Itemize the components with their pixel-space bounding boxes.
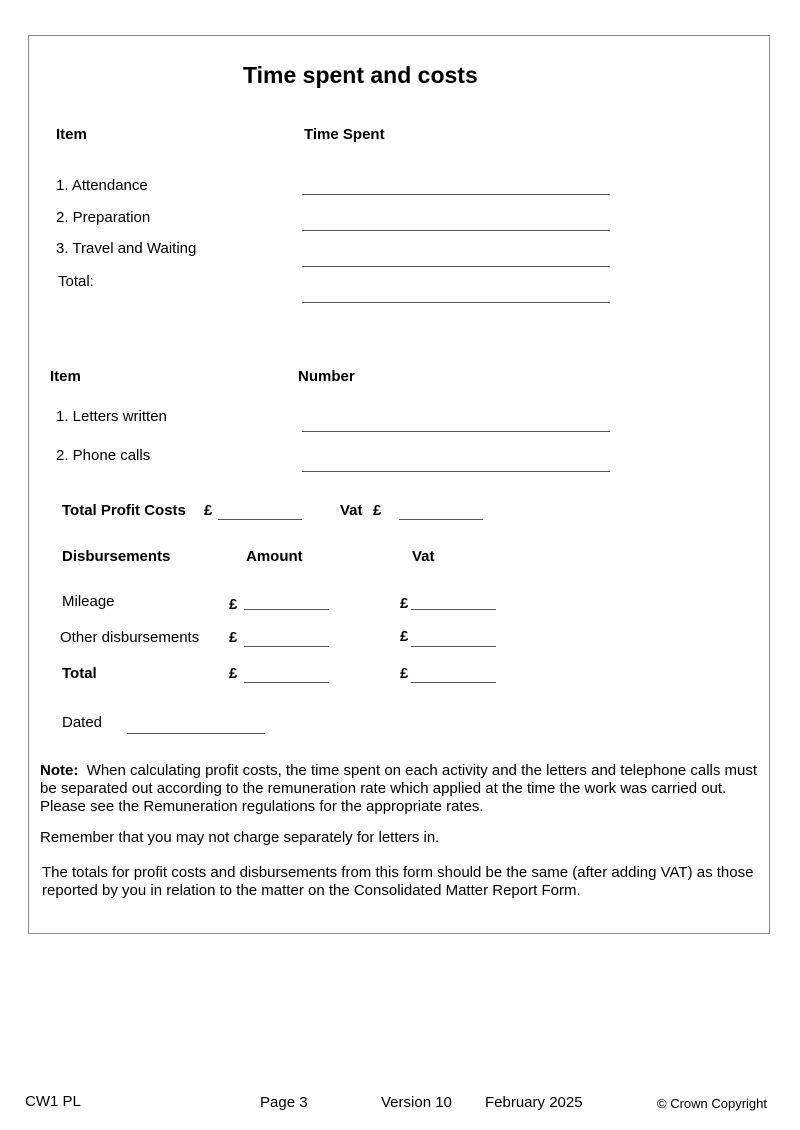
dated-label: Dated (62, 714, 103, 731)
remember-paragraph: Remember that you may not charge separately for letters in. (40, 829, 440, 846)
disb-row-other-label: Other disbursements (60, 629, 200, 646)
disb-row-mileage-amount-currency: £ (229, 596, 238, 613)
footer-version: Version 10 (381, 1094, 452, 1111)
time-col-time-header: Time Spent (304, 126, 385, 143)
totals-paragraph: The totals for profit costs and disbursements from this form should be the same (after adding VAT) as those reported by you in relation to the matter on the Consolidated Matter Report Form. (42, 864, 754, 899)
amount-col-header: Amount (246, 548, 303, 565)
disbursements-col-header: Disbursements (62, 548, 171, 565)
footer-page: Page 3 (260, 1094, 308, 1111)
disb-row-other-vat-currency: £ (400, 628, 409, 645)
vat-col-header: Vat (412, 548, 435, 565)
number-row-letters: 1. Letters written (56, 408, 167, 425)
time-col-item-header: Item (56, 126, 87, 143)
profit-costs-label: Total Profit Costs (62, 502, 186, 519)
disb-total-vat-field-line[interactable] (411, 682, 496, 683)
time-row-travel: 3. Travel and Waiting (56, 240, 197, 257)
time-row-preparation: 2. Preparation (56, 209, 151, 226)
profit-costs-field-line[interactable] (218, 519, 302, 520)
time-total-field-line[interactable] (302, 302, 610, 303)
preparation-field-line[interactable] (302, 230, 610, 231)
page-title: Time spent and costs (243, 62, 478, 88)
note-label: Note: (40, 762, 79, 779)
other-amount-field-line[interactable] (244, 646, 329, 647)
disb-row-mileage-label: Mileage (62, 593, 115, 610)
letters-field-line[interactable] (302, 431, 610, 432)
footer-copyright: © Crown Copyright (657, 1096, 768, 1111)
mileage-vat-field-line[interactable] (411, 609, 496, 610)
profit-costs-currency: £ (204, 502, 213, 519)
profit-vat-label: Vat (340, 502, 363, 519)
disb-row-total-vat-currency: £ (400, 665, 409, 682)
dated-field-line[interactable] (127, 733, 265, 734)
disb-total-amount-field-line[interactable] (244, 682, 329, 683)
attendance-field-line[interactable] (302, 194, 610, 195)
footer-date: February 2025 (485, 1094, 583, 1111)
disb-row-total-label: Total (62, 665, 97, 682)
time-row-attendance: 1. Attendance (56, 177, 148, 194)
note-paragraph (40, 762, 760, 816)
number-row-phone: 2. Phone calls (56, 447, 151, 464)
other-vat-field-line[interactable] (411, 646, 496, 647)
profit-vat-field-line[interactable] (399, 519, 483, 520)
phone-field-line[interactable] (302, 471, 610, 472)
mileage-amount-field-line[interactable] (244, 609, 329, 610)
time-row-total: Total: (58, 273, 94, 290)
disb-row-other-amount-currency: £ (229, 629, 238, 646)
number-col-number-header: Number (298, 368, 355, 385)
note-text: When calculating profit costs, the time spent on each activity and the letters and telephone calls must be separated out according to the remuneration rate which applied at the time the work was carried out. Please see the Remuneration regulations for the appropriate rates. (40, 762, 758, 815)
number-col-item-header: Item (50, 368, 81, 385)
profit-vat-currency: £ (373, 502, 382, 519)
travel-field-line[interactable] (302, 266, 610, 267)
footer-form-code: CW1 PL (25, 1093, 81, 1110)
disb-row-total-amount-currency: £ (229, 665, 238, 682)
disb-row-mileage-vat-currency: £ (400, 595, 409, 612)
